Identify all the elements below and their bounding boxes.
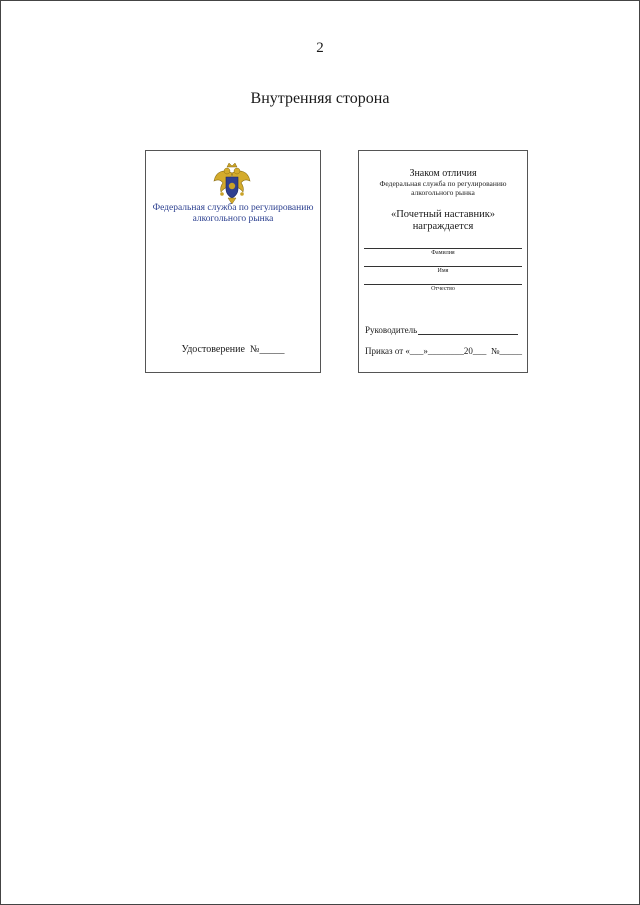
badge-title: Знаком отличия: [409, 168, 477, 179]
award-right-card: [358, 150, 528, 373]
certificate-number-label: Удостоверение №_____: [181, 344, 285, 355]
patronymic-caption: Отчество: [431, 286, 455, 292]
agency-line-1: Федеральная служба по регулированию: [152, 203, 314, 213]
agency-line-2: алкогольного рынка: [411, 188, 475, 197]
page-number: 2: [316, 40, 324, 56]
name-line: [364, 266, 522, 267]
order-label: Приказ от «___»________20___ №_____: [365, 346, 523, 356]
agency-name-right: [359, 179, 527, 197]
surname-caption: Фамилия: [431, 250, 455, 256]
agency-line-2: алкогольного рынка: [192, 214, 274, 224]
agency-name-left: [146, 203, 320, 225]
awarded-label: награждается: [412, 221, 474, 232]
eagle-emblem-icon: [212, 161, 252, 205]
patronymic-line: [364, 284, 522, 285]
certificate-left-card: [145, 150, 321, 373]
page-title: Внутренняя сторона: [250, 90, 390, 107]
award-name: [359, 209, 527, 233]
name-caption: Имя: [437, 268, 449, 274]
head-signature-line: [418, 334, 518, 335]
agency-line-1: Федеральная служба по регулированию: [379, 179, 507, 188]
head-label: Руководитель: [365, 325, 418, 335]
award-title: «Почетный наставник»: [390, 209, 496, 220]
surname-line: [364, 248, 522, 249]
